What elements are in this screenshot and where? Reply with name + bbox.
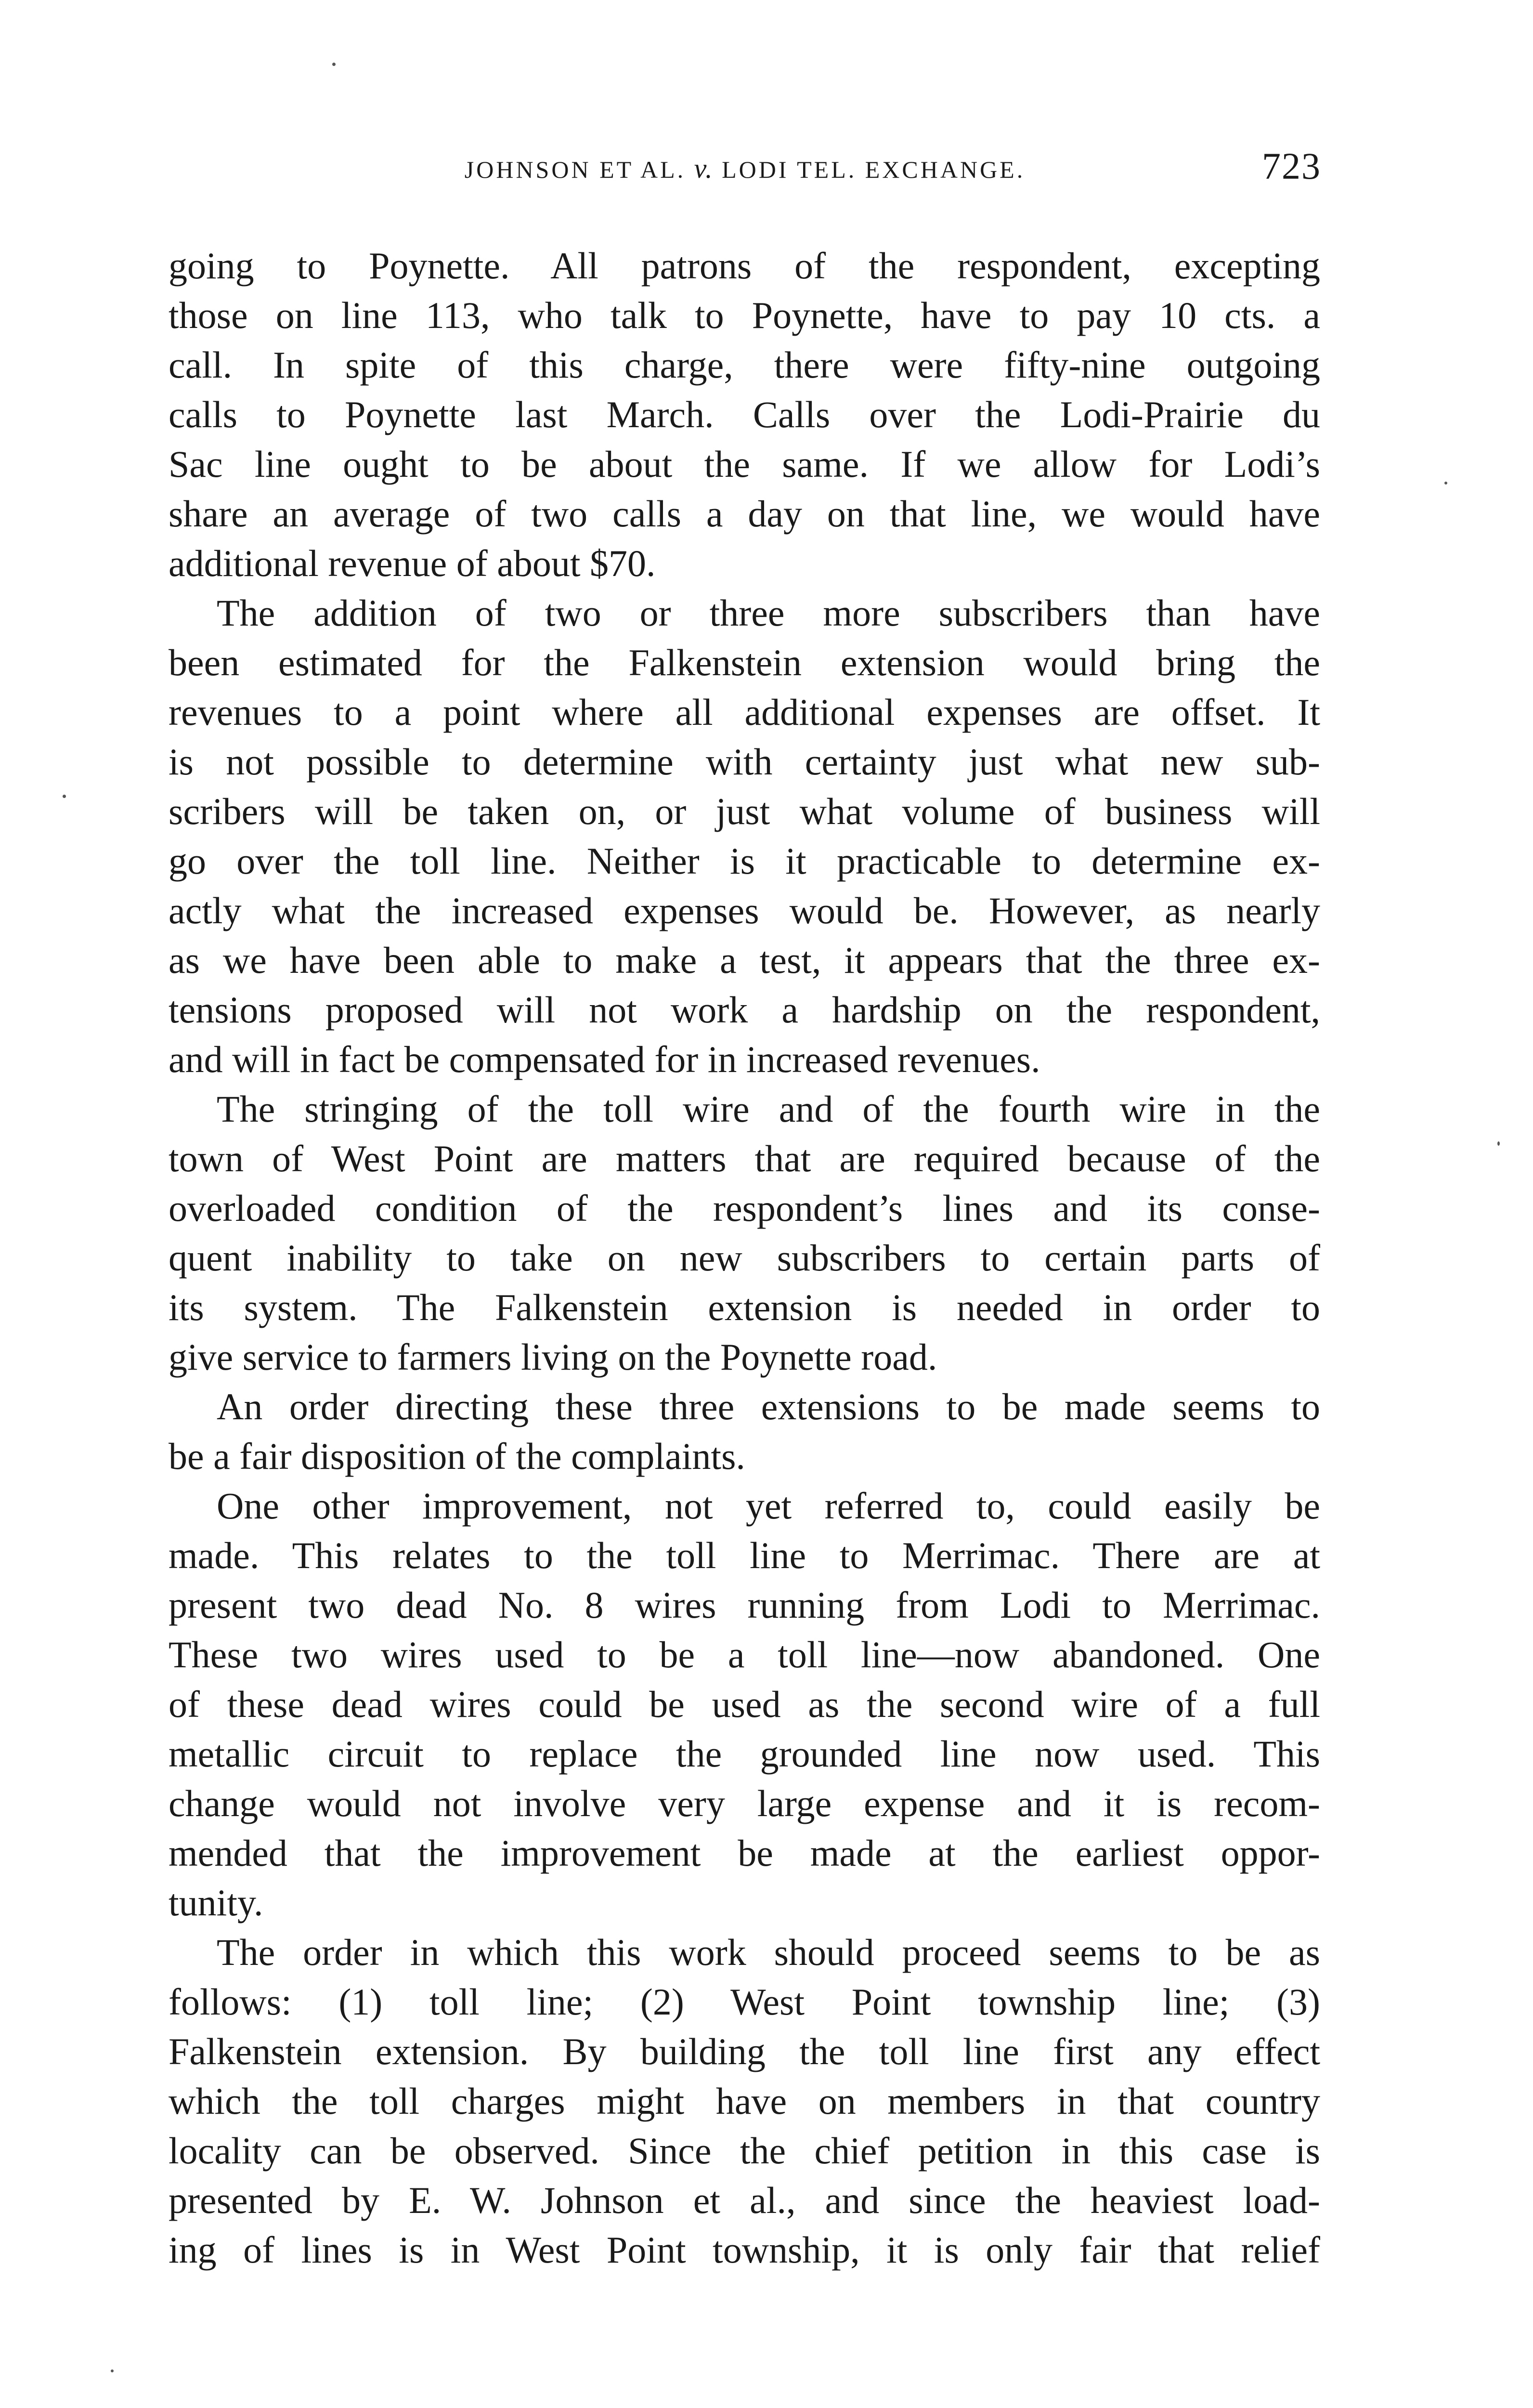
text-line: town of West Point are matters that are required because of the (169, 1138, 1320, 1179)
text-line: ing of lines is in West Point township, it is only fair that relief (169, 2229, 1320, 2271)
text-line: those on line 113, who talk to Poynette, have to pay 10 cts. a (169, 294, 1320, 336)
text-line: scribers will be taken on, or just what volume of business will (169, 790, 1320, 832)
text-line: as we have been able to make a test, it appears that the three ex- (169, 939, 1320, 981)
scan-speck (1444, 482, 1447, 484)
text-line: is not possible to determine with certainty just what new sub- (169, 741, 1320, 783)
text-line: presented by E. W. Johnson et al., and since the heaviest load- (169, 2179, 1320, 2221)
scan-speck (332, 63, 336, 66)
text-line: give service to farmers living on the Poynette road. (169, 1336, 937, 1378)
text-line: follows: (1) toll line; (2) West Point township line; (3) (169, 1981, 1320, 2023)
text-line: An order directing these three extensions to be made seems to (217, 1386, 1320, 1427)
text-line: been estimated for the Falkenstein extension would bring the (169, 641, 1320, 683)
body-text (169, 241, 1320, 2275)
page-number: 723 (1262, 145, 1321, 187)
scan-speck (1497, 1141, 1500, 1146)
text-line: The order in which this work should proceed seems to be as (217, 1931, 1320, 1973)
text-line: of these dead wires could be used as the second wire of a full (169, 1683, 1320, 1725)
running-title-end: LODI TEL. EXCHANGE. (722, 156, 1026, 183)
scan-speck (63, 795, 66, 798)
text-line: calls to Poynette last March. Calls over the Lodi-Prairie du (169, 393, 1320, 435)
text-line: change would not involve very large expense and it is recom- (169, 1782, 1320, 1824)
text-line: additional revenue of about $70. (169, 542, 656, 584)
text-line: present two dead No. 8 wires running from Lodi to Merrimac. (169, 1584, 1320, 1626)
running-title-versus: v. (694, 153, 714, 184)
running-title (169, 152, 1321, 184)
text-line: its system. The Falkenstein extension is needed in order to (169, 1286, 1320, 1328)
text-line: actly what the increased expenses would be. However, as nearly (169, 890, 1320, 931)
text-line: be a fair disposition of the complaints. (169, 1435, 745, 1477)
running-title-start: JOHNSON ET AL. (464, 156, 686, 183)
text-line: tensions proposed will not work a hardship on the respondent, (169, 989, 1320, 1031)
text-line: mended that the improvement be made at the earliest oppor- (169, 1832, 1320, 1874)
text-line: The addition of two or three more subscribers than have (217, 592, 1320, 634)
text-line: Sac line ought to be about the same. If we allow for Lodi’s (169, 443, 1320, 485)
text-line: which the toll charges might have on members in that country (169, 2080, 1320, 2122)
text-line: made. This relates to the toll line to Merrimac. There are at (169, 1534, 1320, 1576)
text-line: These two wires used to be a toll line—now abandoned. One (169, 1634, 1320, 1675)
text-line: go over the toll line. Neither is it practicable to determine ex- (169, 840, 1320, 882)
text-line: quent inability to take on new subscribers to certain parts of (169, 1237, 1320, 1279)
text-line: revenues to a point where all additional expenses are offset. It (169, 691, 1320, 733)
text-line: locality can be observed. Since the chief petition in this case is (169, 2130, 1320, 2172)
text-line: Falkenstein extension. By building the toll line first any effect (169, 2030, 1320, 2072)
text-line: metallic circuit to replace the grounded line now used. This (169, 1733, 1320, 1775)
text-line: overloaded condition of the respondent’s lines and its conse- (169, 1187, 1320, 1229)
text-line: The stringing of the toll wire and of the fourth wire in the (217, 1088, 1320, 1130)
text-line: One other improvement, not yet referred to, could easily be (217, 1485, 1320, 1527)
text-line: call. In spite of this charge, there were fifty-nine outgoing (169, 344, 1320, 386)
text-line: going to Poynette. All patrons of the respondent, excepting (169, 245, 1320, 287)
text-line: share an average of two calls a day on that line, we would have (169, 493, 1320, 535)
scan-speck (111, 2369, 114, 2372)
text-line: tunity. (169, 1882, 263, 1924)
running-head (169, 144, 1321, 197)
text-line: and will in fact be compensated for in increased revenues. (169, 1038, 1040, 1080)
